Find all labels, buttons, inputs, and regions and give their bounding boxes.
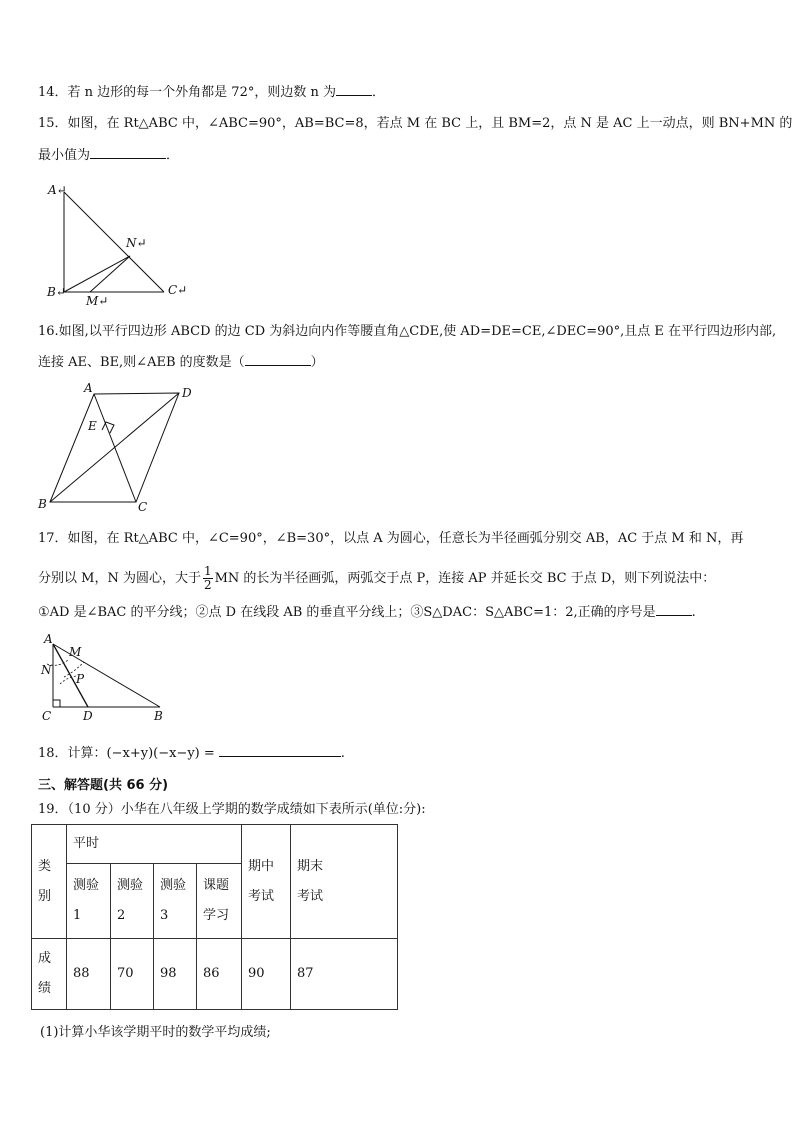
question-16-line1: 16.如图,以平行四边形 ABCD 的边 CD 为斜边向内作等腰直角△CDE,使 AD=DE=CE,∠DEC=90°,且点 E 在平行四边形内部, (38, 324, 777, 339)
q17-label-m: M (69, 645, 82, 659)
q15-figure (40, 180, 200, 308)
q14-end: ． (372, 85, 386, 100)
fraction-one-half (203, 565, 213, 592)
fraction-numerator: 1 (203, 564, 212, 578)
q17-text-a: 分别以 M，N 为圆心，大于 (38, 571, 201, 586)
q16-text: 连接 AE、BE,则∠AEB 的度数是（ (38, 355, 245, 370)
q15-end: ． (166, 148, 180, 163)
question-19-sub1: (1)计算小华该学期平时的数学平均成绩; (40, 1025, 271, 1040)
q16-label-c: C (138, 500, 148, 514)
q17-text-c: ①AD 是∠BAC 的平分线；②点 D 在线段 AB 的垂直平分线上；③S△DAC：S△ABC=1：2,正确的序号是 (38, 605, 656, 620)
question-17-line3 (38, 603, 696, 622)
ordinary-header: 平时 (67, 825, 242, 864)
score-final: 87 (291, 939, 398, 1010)
question-15-line2 (38, 146, 179, 165)
q15-label-c: C↵ (168, 283, 188, 297)
quiz1-header: 测验 1 (67, 864, 111, 939)
q15-label-a: A↵ (48, 183, 67, 197)
q17-label-b: B (154, 709, 163, 723)
q16-answer-blank[interactable] (245, 353, 311, 366)
project-header: 课题 学习 (197, 864, 242, 939)
question-15-line1: 15．如图，在 Rt△ABC 中，∠ABC=90°，AB=BC=8，若点 M 在 BC 上，且 BM=2，点 N 是 AC 上一动点，则 BN+MN 的 (38, 116, 793, 131)
q16-label-a: A (84, 381, 93, 395)
category-header: 类 别 (32, 825, 67, 939)
q17-label-a: A (44, 632, 53, 646)
q17-figure (38, 632, 173, 724)
score-quiz1: 88 (67, 939, 111, 1010)
question-19-intro: 19．（10 分）小华在八年级上学期的数学成绩如下表所示(单位:分): (38, 802, 426, 817)
quiz3-header: 测验 3 (154, 864, 197, 939)
table-row (32, 939, 398, 1010)
score-quiz2: 70 (111, 939, 154, 1010)
q15-label-b: B↵ (47, 285, 66, 299)
q17-label-c: C (42, 709, 52, 723)
score-row-label: 成 绩 (32, 939, 67, 1010)
final-header: 期末 考试 (291, 825, 398, 939)
question-18 (38, 744, 345, 763)
q16-label-b: B (38, 497, 47, 511)
question-14 (38, 83, 385, 102)
q18-answer-blank[interactable] (219, 744, 341, 757)
question-17-line1: 17．如图，在 Rt△ABC 中，∠C=90°，∠B=30°，以点 A 为圆心，任意长为半径画弧分别交 AB，AC 于点 M 和 N，再 (38, 531, 744, 546)
question-16-line2 (38, 353, 324, 372)
question-17-line2 (38, 565, 715, 592)
q16-label-d: D (182, 386, 192, 400)
q16-end: ） (310, 355, 324, 370)
q17-end: . (691, 605, 696, 620)
score-project: 86 (197, 939, 242, 1010)
q15-answer-blank[interactable] (90, 146, 166, 159)
q14-answer-blank[interactable] (336, 83, 372, 96)
score-midterm: 90 (242, 939, 291, 1010)
section-heading: 三、解答题(共 66 分) (38, 778, 169, 793)
q15-text: 最小值为 (38, 148, 91, 163)
score-table (31, 824, 398, 1010)
q16-label-e: E (88, 419, 97, 433)
q14-text: 14．若 n 边形的每一个外角都是 72°，则边数 n 为 (38, 85, 336, 100)
score-quiz3: 98 (154, 939, 197, 1010)
q18-text: 18．计算：(−x+y)(−x−y) = (38, 746, 215, 761)
q17-text-b: MN 的长为半径画弧，两弧交于点 P，连接 AP 并延长交 BC 于点 D，则下列说法中： (214, 571, 716, 586)
q18-end: . (340, 746, 345, 761)
q17-label-d: D (83, 709, 93, 723)
q15-label-m: M↵ (86, 294, 109, 308)
q17-label-p: P (76, 672, 85, 686)
q17-label-n: N (41, 663, 52, 677)
quiz2-header: 测验 2 (111, 864, 154, 939)
fraction-denominator: 2 (203, 578, 212, 592)
q16-figure (34, 380, 204, 515)
q15-label-n: N↵ (126, 236, 147, 250)
midterm-header: 期中 考试 (242, 825, 291, 939)
q17-answer-blank[interactable] (656, 603, 692, 616)
